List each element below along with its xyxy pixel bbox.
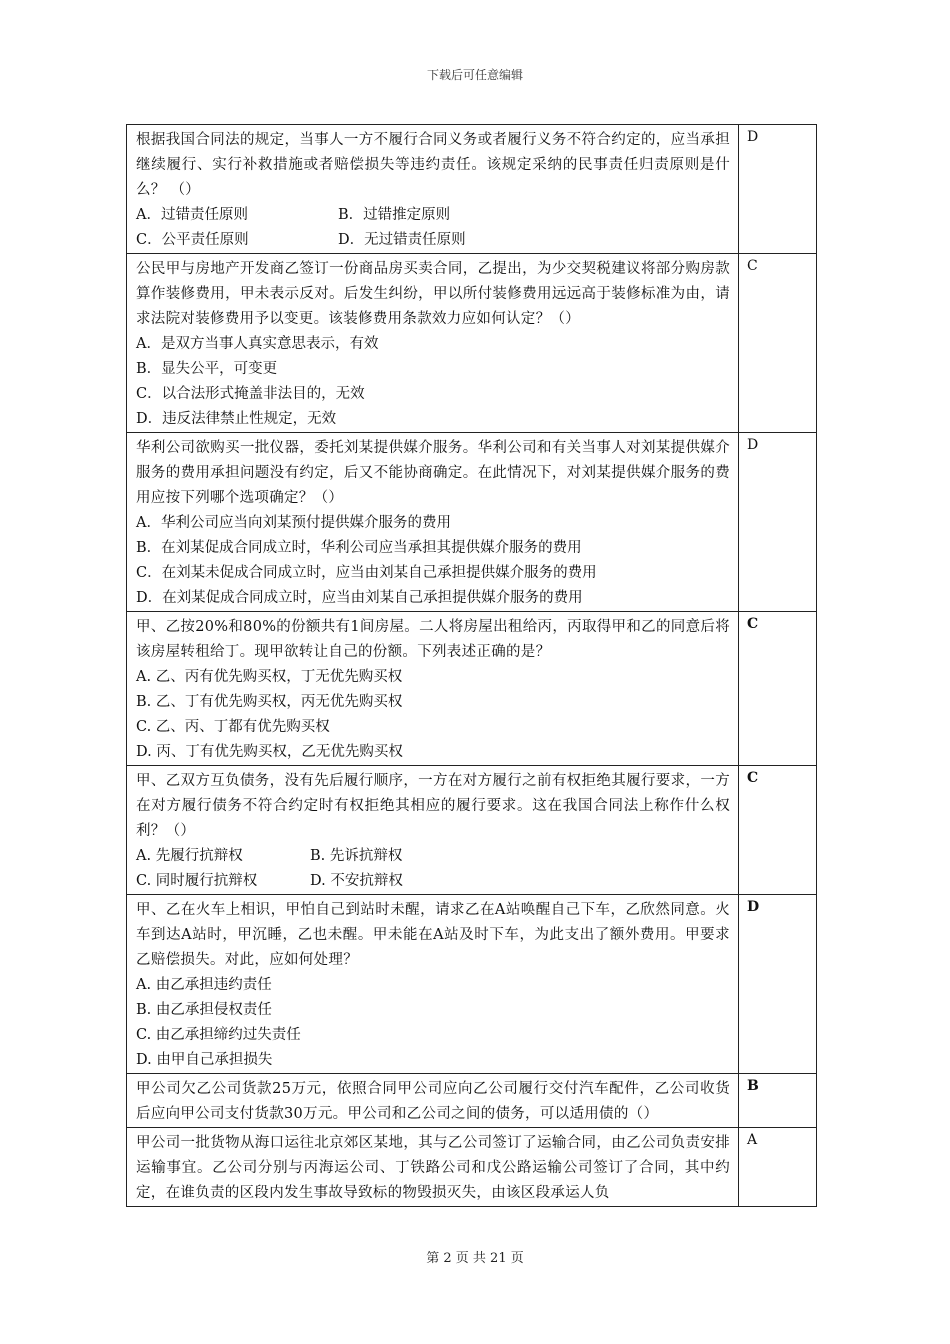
question-row bbox=[127, 766, 817, 895]
question-text: 甲、乙在火车上相识，甲怕自己到站时未醒，请求乙在A站唤醒自己下车，乙欣然同意。火车到达A站时，甲沉睡，乙也未醒。甲未能在A站及时下车，为此支出了额外费用。甲要求乙赔偿损失。对此，应如何处理？ bbox=[136, 902, 730, 968]
question-cell bbox=[127, 1128, 739, 1207]
question-cell bbox=[127, 895, 739, 1074]
question-row bbox=[127, 433, 817, 612]
option-d: D. 不安抗辩权 bbox=[310, 873, 403, 889]
option-c: C．以合法形式掩盖非法目的，无效 bbox=[136, 386, 365, 402]
option-b: B．过错推定原则 bbox=[338, 207, 451, 223]
option-b: B. 先诉抗辩权 bbox=[310, 848, 403, 864]
question-cell bbox=[127, 766, 739, 895]
question-cell bbox=[127, 612, 739, 766]
option-b: B．在刘某促成合同成立时，华利公司应当承担其提供媒介服务的费用 bbox=[136, 540, 582, 556]
option-c: C. 由乙承担缔约过失责任 bbox=[136, 1027, 301, 1043]
option-a: A. 先履行抗辩权 bbox=[136, 848, 243, 864]
page-header: 下载后可任意编辑 bbox=[426, 68, 523, 82]
question-cell bbox=[127, 433, 739, 612]
option-row bbox=[136, 869, 730, 894]
answer-cell: D bbox=[739, 433, 817, 612]
answer-cell: D bbox=[739, 895, 817, 1074]
option-a: A．是双方当事人真实意思表示，有效 bbox=[136, 336, 379, 352]
option-a: A．华利公司应当向刘某预付提供媒介服务的费用 bbox=[136, 515, 451, 531]
option-c: C. 乙、丙、丁都有优先购买权 bbox=[136, 719, 330, 735]
option-d: D. 丙、丁有优先购买权，乙无优先购买权 bbox=[136, 744, 403, 760]
option-row bbox=[136, 844, 730, 869]
answer-cell: B bbox=[739, 1074, 817, 1128]
question-text: 甲、乙按20%和80%的份额共有1间房屋。二人将房屋出租给丙，丙取得甲和乙的同意后将该房屋转租给丁。现甲欲转让自己的份额。下列表述正确的是？ bbox=[136, 619, 730, 660]
answer-cell: C bbox=[739, 612, 817, 766]
option-a: A. 乙、丙有优先购买权，丁无优先购买权 bbox=[136, 669, 403, 685]
question-text: 甲公司欠乙公司货款25万元，依照合同甲公司应向乙公司履行交付汽车配件，乙公司收货后应向甲公司支付货款30万元。甲公司和乙公司之间的债务，可以适用债的（） bbox=[136, 1081, 730, 1122]
option-b: B. 由乙承担侵权责任 bbox=[136, 1002, 272, 1018]
answer-cell: D bbox=[739, 125, 817, 254]
question-row bbox=[127, 612, 817, 766]
question-text: 甲公司一批货物从海口运往北京郊区某地，其与乙公司签订了运输合同，由乙公司负责安排运输事宜。乙公司分别与丙海运公司、丁铁路公司和戊公路运输公司签订了合同，其中约定，在谁负责的区段内发生事故导致标的物毁损灭失，由该区段承运人负 bbox=[136, 1135, 730, 1201]
question-text: 公民甲与房地产开发商乙签订一份商品房买卖合同，乙提出，为少交契税建议将部分购房款算作装修费用，甲未表示反对。后发生纠纷，甲以所付装修费用远远高于装修标准为由，请求法院对装修费用予以变更。该装修费用条款效力应如何认定？（） bbox=[136, 261, 730, 327]
answer-cell: C bbox=[739, 766, 817, 895]
option-b: B．显失公平，可变更 bbox=[136, 361, 278, 377]
option-d: D．在刘某促成合同成立时，应当由刘某自己承担提供媒介服务的费用 bbox=[136, 590, 583, 606]
question-text: 甲、乙双方互负债务，没有先后履行顺序，一方在对方履行之前有权拒绝其履行要求，一方在对方履行债务不符合约定时有权拒绝其相应的履行要求。这在我国合同法上称作什么权利？（） bbox=[136, 773, 730, 839]
option-b: B. 乙、丁有优先购买权，丙无优先购买权 bbox=[136, 694, 403, 710]
question-row bbox=[127, 125, 817, 254]
answer-cell: C bbox=[739, 254, 817, 433]
question-text: 华利公司欲购买一批仪器，委托刘某提供媒介服务。华利公司和有关当事人对刘某提供媒介服务的费用承担问题没有约定，后又不能协商确定。在此情况下，对刘某提供媒介服务的费用应按下列哪个选项确定？（） bbox=[136, 440, 730, 506]
option-d: D．无过错责任原则 bbox=[338, 232, 466, 248]
option-a: A．过错责任原则 bbox=[136, 207, 248, 223]
question-table bbox=[126, 124, 817, 1207]
answer-cell: A bbox=[739, 1128, 817, 1207]
option-d: D. 由甲自己承担损失 bbox=[136, 1052, 273, 1068]
question-row bbox=[127, 1074, 817, 1128]
question-cell bbox=[127, 1074, 739, 1128]
question-cell bbox=[127, 125, 739, 254]
option-c: C．公平责任原则 bbox=[136, 232, 249, 248]
question-cell bbox=[127, 254, 739, 433]
question-text: 根据我国合同法的规定，当事人一方不履行合同义务或者履行义务不符合约定的，应当承担继续履行、实行补救措施或者赔偿损失等违约责任。该规定采纳的民事责任归责原则是什么？ （） bbox=[136, 132, 730, 198]
option-c: C．在刘某未促成合同成立时，应当由刘某自己承担提供媒介服务的费用 bbox=[136, 565, 597, 581]
option-a: A. 由乙承担违约责任 bbox=[136, 977, 272, 993]
page-footer: 第 2 页 共 21 页 bbox=[426, 1251, 524, 1266]
option-d: D．违反法律禁止性规定，无效 bbox=[136, 411, 337, 427]
option-row bbox=[136, 228, 730, 253]
question-row bbox=[127, 895, 817, 1074]
option-c: C. 同时履行抗辩权 bbox=[136, 873, 258, 889]
question-row bbox=[127, 1128, 817, 1207]
question-row bbox=[127, 254, 817, 433]
option-row bbox=[136, 203, 730, 228]
